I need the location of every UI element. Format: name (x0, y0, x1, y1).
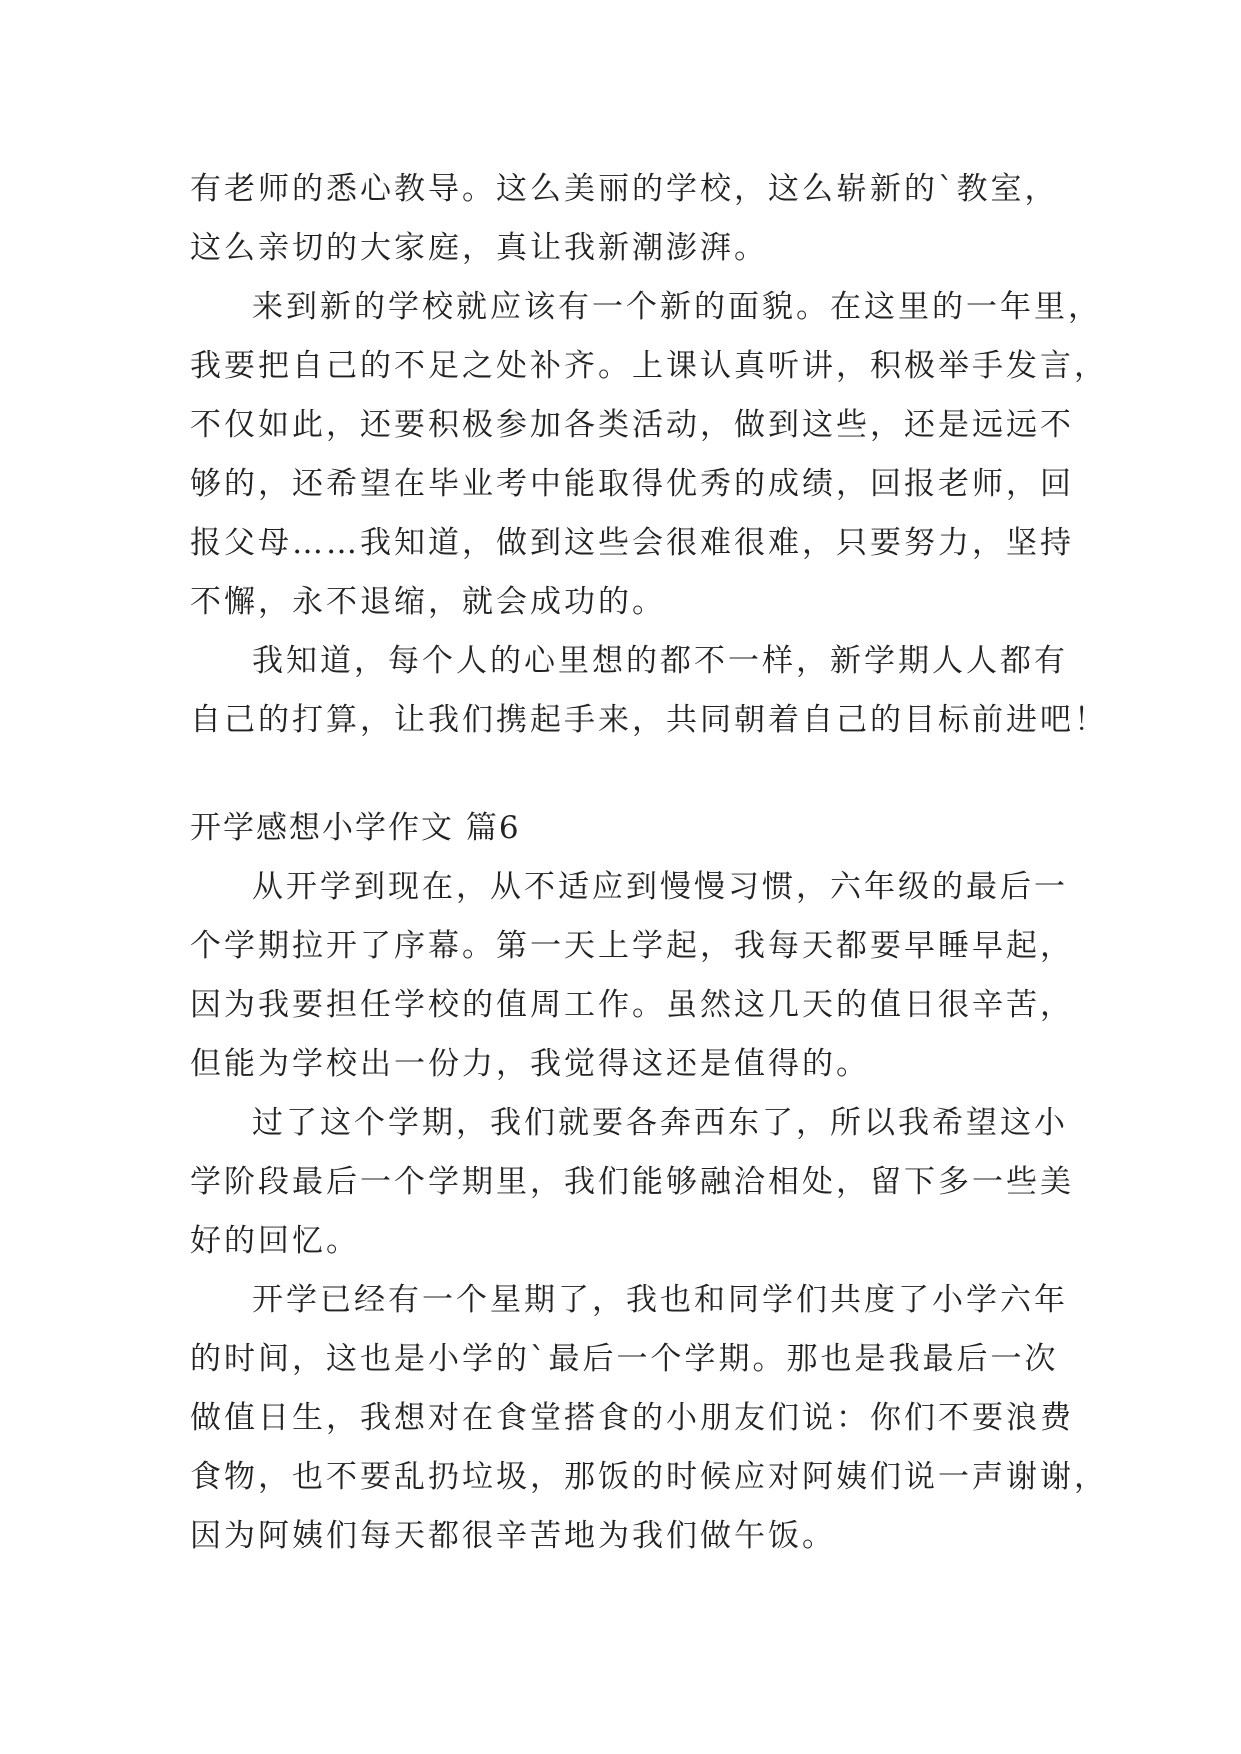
text-line: 我要把自己的不足之处补齐。上课认真听讲，积极举手发言， (190, 348, 1108, 384)
text-line: 个学期拉开了序幕。第一天上学起，我每天都要早睡早起， (190, 928, 1074, 964)
text-line: 这么亲切的大家庭，真让我新潮澎湃。 (190, 230, 768, 266)
text-line: 我知道，每个人的心里想的都不一样，新学期人人都有 (252, 643, 1068, 679)
text-line: 从开学到现在，从不适应到慢慢习惯，六年级的最后一 (252, 869, 1068, 905)
text-line: 开学已经有一个星期了，我也和同学们共度了小学六年 (252, 1282, 1068, 1318)
text-line: 因为我要担任学校的值周工作。虽然这几天的值日很辛苦， (190, 987, 1074, 1023)
text-line: 来到新的学校就应该有一个新的面貌。在这里的一年里， (252, 289, 1102, 325)
text-line: 学阶段最后一个学期里，我们能够融洽相处，留下多一些美 (190, 1164, 1074, 1200)
essay-6-body (190, 858, 1108, 1566)
text-line: 不懈，永不退缩，就会成功的。 (190, 584, 666, 620)
text-line: 因为阿姨们每天都很辛苦地为我们做午饭。 (190, 1518, 836, 1554)
text-line: 不仅如此，还要积极参加各类活动，做到这些，还是远远不 (190, 407, 1074, 443)
essay-continuation (190, 160, 1108, 750)
text-line: 做值日生，我想对在食堂搭食的小朋友们说：你们不要浪费 (190, 1400, 1074, 1436)
text-line: 但能为学校出一份力，我觉得这还是值得的。 (190, 1046, 870, 1082)
text-line: 食物，也不要乱扔垃圾，那饭的时候应对阿姨们说一声谢谢， (190, 1459, 1108, 1495)
document-body (190, 160, 1108, 1566)
text-line: 过了这个学期，我们就要各奔西东了，所以我希望这小 (252, 1105, 1068, 1141)
text-line: 报父母……我知道，做到这些会很难很难，只要努力，坚持 (190, 525, 1074, 561)
section-heading: 开学感想小学作文 篇6 (190, 810, 521, 846)
section-gap (190, 750, 1090, 799)
text-line: 够的，还希望在毕业考中能取得优秀的成绩，回报老师，回 (190, 466, 1074, 502)
text-line: 的时间，这也是小学的`最后一个学期。那也是我最后一次 (190, 1341, 1059, 1377)
text-line: 有老师的悉心教导。这么美丽的学校，这么崭新的`教室， (190, 171, 1059, 207)
text-line: 自己的打算，让我们携起手来，共同朝着自己的目标前进吧！ (190, 702, 1108, 738)
text-line: 好的回忆。 (190, 1223, 360, 1259)
